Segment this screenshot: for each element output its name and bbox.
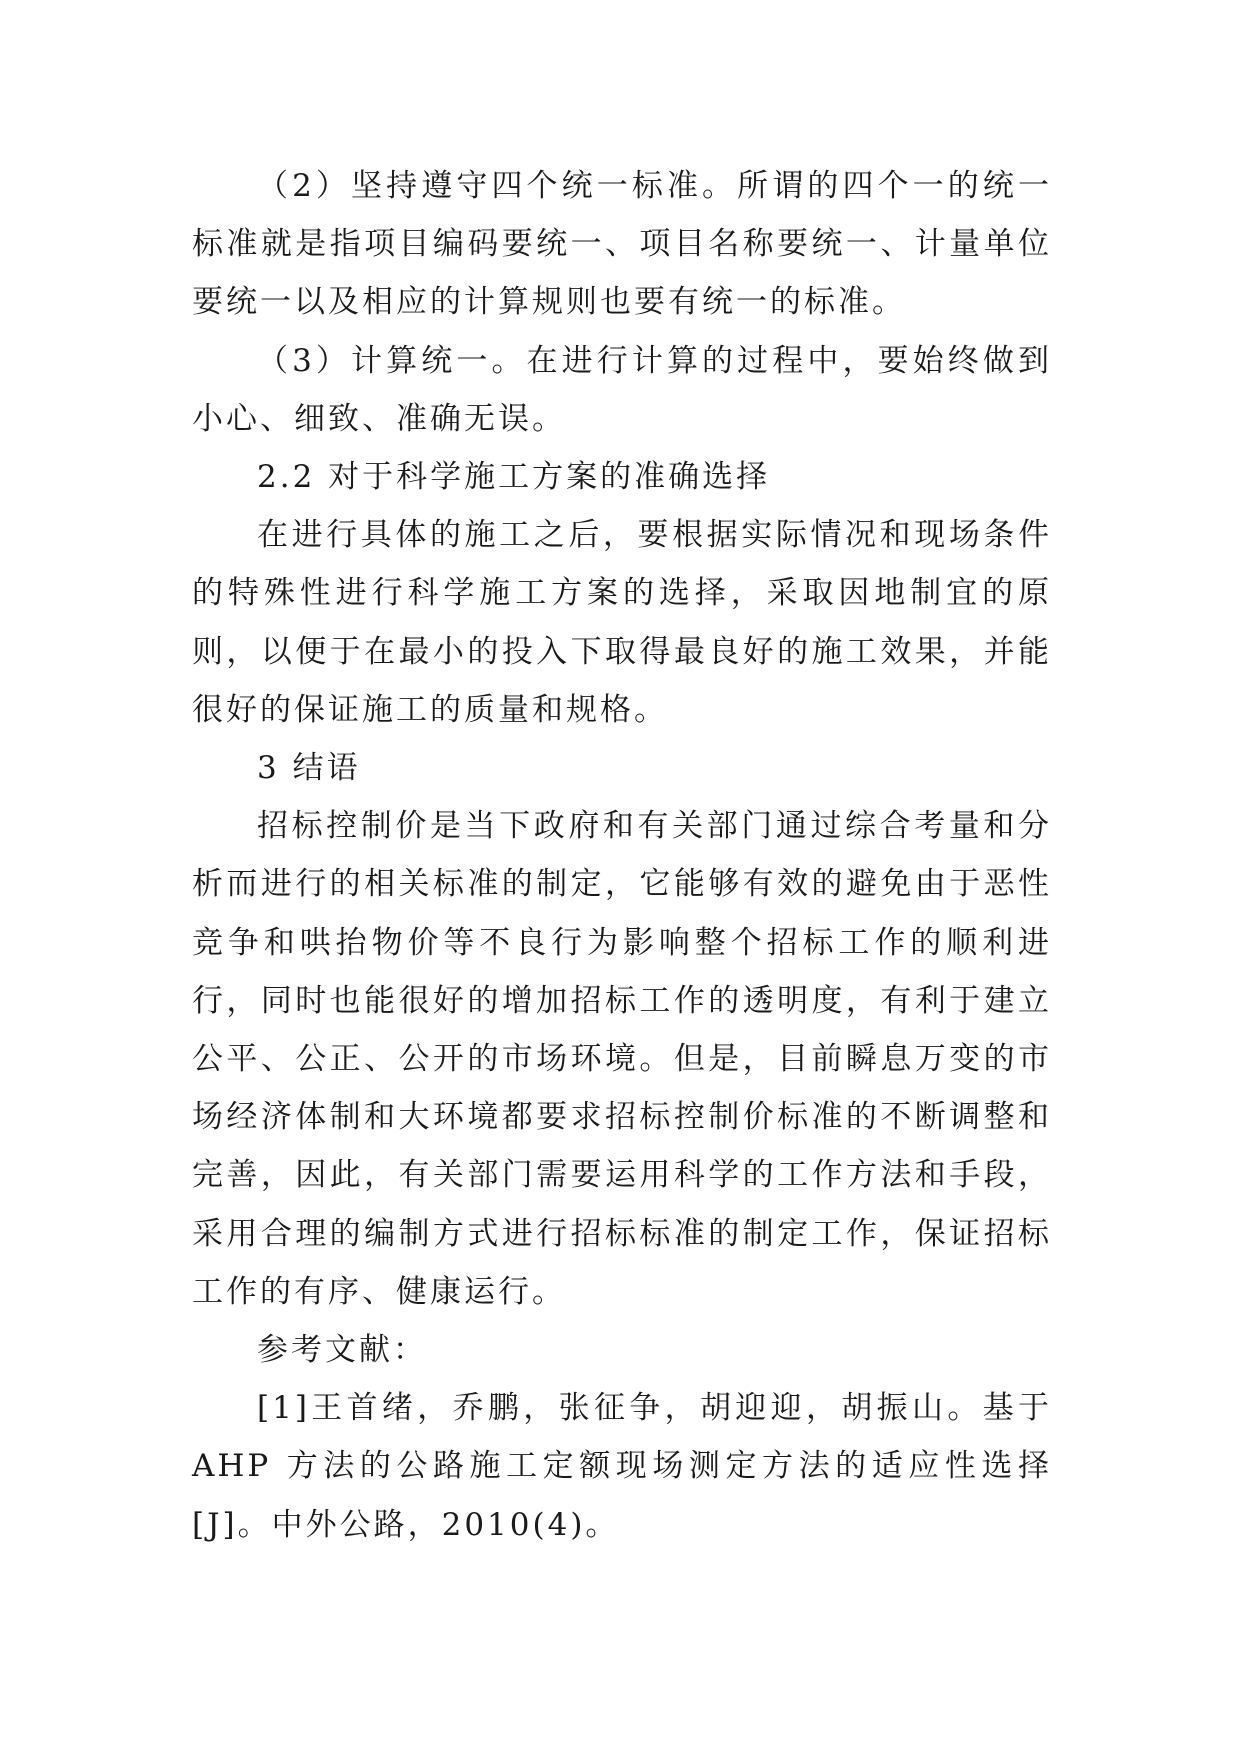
document-body bbox=[192, 157, 1052, 1554]
section-heading-conclusion: 3 结语 bbox=[257, 750, 361, 787]
paragraph-conclusion: 招标控制价是当下政府和有关部门通过综合考量和分析而进行的相关标准的制定，它能够有效的避免由于恶性竞争和哄抬物价等不良行为影响整个招标工作的顺利进行，同时也能很好的增加招标工作的透明度，有利于建立公平、公正、公开的市场环境。但是，目前瞬息万变的市场经济体制和大环境都要求招标控制价标准的不断调整和完善，因此，有关部门需要运用科学的工作方法和手段，采用合理的编制方式进行招标标准的制定工作，保证招标工作的有序、健康运行。 bbox=[192, 808, 1052, 1310]
references-heading: 参考文献： bbox=[257, 1332, 427, 1369]
paragraph-uniform-calculation: （3）计算统一。在进行计算的过程中，要始终做到小心、细致、准确无误。 bbox=[192, 342, 1052, 437]
reference-item: [1]王首绪，乔鹏，张征争，胡迎迎，胡振山。基于 AHP 方法的公路施工定额现场测定方法的适应性选择[J]。中外公路，2010(4)。 bbox=[192, 1390, 1052, 1543]
paragraph-construction-plan: 在进行具体的施工之后，要根据实际情况和现场条件的特殊性进行科学施工方案的选择，采取因地制宜的原则，以便于在最小的投入下取得最良好的施工效果，并能很好的保证施工的质量和规格。 bbox=[192, 517, 1052, 728]
section-heading-2-2: 2.2 对于科学施工方案的准确选择 bbox=[257, 459, 771, 496]
paragraph-uniform-standards: （2）坚持遵守四个统一标准。所谓的四个一的统一标准就是指项目编码要统一、项目名称要统一、计量单位要统一以及相应的计算规则也要有统一的标准。 bbox=[192, 168, 1052, 321]
